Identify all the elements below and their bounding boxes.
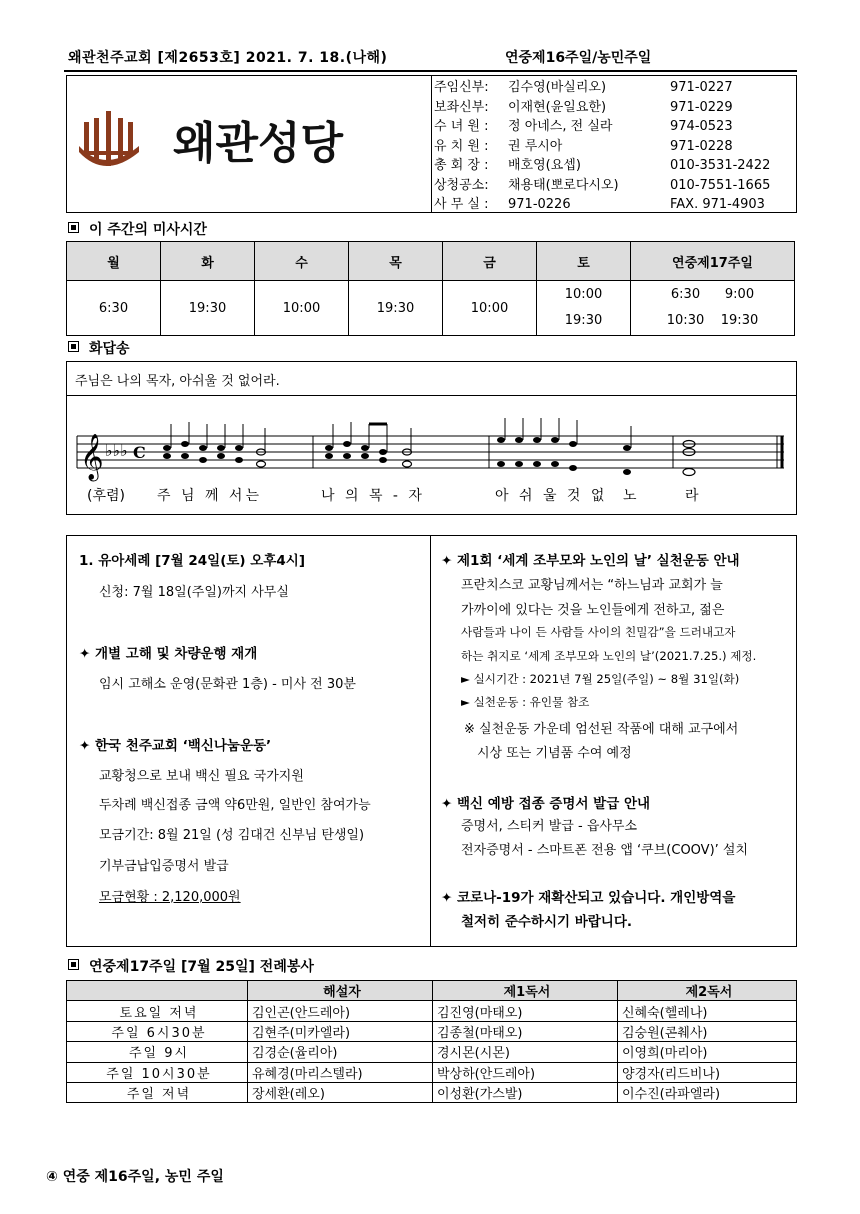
contact-label: 주임신부:: [434, 80, 489, 95]
contact-row: [434, 98, 794, 118]
notice-heading: ✦ 한국 천주교회 ‘백신나눔운동’: [79, 738, 272, 754]
commentator: 김인곤(안드레아): [248, 1001, 433, 1021]
notice-text: 신청: 7월 18일(주일)까지 사무실: [99, 585, 289, 600]
fundraising-status: 모금현황 : 2,120,000원: [99, 890, 241, 905]
psalm-lyric: 아 쉬 울 것 없: [495, 488, 608, 504]
notice-text: 가까이에 있다는 것을 노인들에게 전하고, 젊은: [461, 603, 725, 618]
day-header: 금: [443, 242, 537, 281]
notice-heading: 1. 유아세례 [7월 24일(토) 오후4시]: [79, 553, 305, 569]
notice-text: 두차례 백신접종 금액 약6만원, 일반인 참여가능: [99, 798, 371, 813]
commentator: 유혜경(마리스텔라): [248, 1062, 433, 1082]
contact-name: 채용태(뽀로다시오): [508, 177, 619, 193]
contact-row: [434, 195, 794, 215]
mass-time: 19:30: [564, 313, 603, 328]
psalm-section-title: 화답송: [68, 338, 130, 358]
responsorial-psalm-box: [66, 361, 797, 515]
svg-text:C: C: [133, 443, 146, 462]
first-reader: 이성환(가스발): [433, 1082, 618, 1102]
music-score-icon: [67, 396, 796, 514]
contact-label: 총 회 장 :: [434, 158, 489, 173]
contact-name: 권 루시아: [508, 138, 563, 154]
notice-text: 하는 취지로 ‘세계 조부모와 노인의 날’(2021.7.25.) 제정.: [461, 649, 757, 663]
notice-text: 기부금납입증명서 발급: [99, 859, 229, 874]
first-reader: 김종철(마태오): [433, 1021, 618, 1041]
day-header: 목: [349, 242, 443, 281]
second-reader: 이영희(마리아): [618, 1042, 797, 1062]
mass-header-row: [67, 242, 795, 281]
section-bullet-icon: [68, 222, 79, 233]
church-logo: [67, 76, 432, 212]
section-bullet-icon: [68, 959, 79, 970]
notice-text: 사람들과 나이 든 사람들 사이의 친밀감”을 드러내고자: [461, 625, 736, 639]
roster-header: 제1독서: [433, 981, 618, 1001]
first-reader: 박상하(안드레아): [433, 1062, 618, 1082]
contact-label: 상청공소:: [434, 177, 489, 193]
contact-row: [434, 156, 794, 176]
svg-text:𝄞: 𝄞: [80, 434, 104, 480]
service-time: 토요일 저녁: [67, 1001, 248, 1021]
header-rule: [64, 70, 797, 72]
contact-label: 사 무 실 :: [434, 197, 489, 212]
psalm-lyric: (후렴): [87, 488, 125, 504]
bulletin-issue-info: 왜관천주교회 [제2653호] 2021. 7. 18.(나해): [68, 50, 388, 66]
contact-row: [434, 176, 794, 196]
mass-time: 6:30: [67, 281, 161, 336]
contact-name: 배호영(요셉): [508, 158, 581, 173]
contact-name: 971-0226: [508, 197, 571, 212]
service-time: 주일 10시30분: [67, 1062, 248, 1082]
psalm-lyric: 나 의 목 - 자: [321, 488, 425, 504]
contact-phone: 010-7551-1665: [670, 177, 771, 193]
contact-label: 수 녀 원 :: [434, 119, 489, 134]
roster-header: 해설자: [248, 981, 433, 1001]
psalm-refrain-text: 주님은 나의 목자, 아쉬울 것 없어라.: [75, 374, 280, 389]
notices-box: [66, 535, 797, 947]
mass-time: 6:30: [670, 287, 701, 302]
contact-phone: 971-0229: [670, 99, 733, 115]
notice-text: 프란치스코 교황님께서는 “하느님과 교회가 늘: [461, 578, 723, 593]
mass-time-row: [67, 281, 795, 336]
notice-text: ► 실천운동 : 유인물 참조: [461, 695, 590, 709]
contact-name: 김수영(바실리오): [508, 80, 607, 95]
contact-label: 유 치 원 :: [434, 138, 489, 154]
notice-heading: ✦ 제1회 ‘세계 조부모와 노인의 날’ 실천운동 안내: [441, 553, 740, 569]
roster-header: 제2독서: [618, 981, 797, 1001]
saturday-times: [537, 281, 631, 336]
liturgy-roster-table: [66, 980, 797, 1103]
liturgical-day: 연중제16주일/농민주일: [505, 50, 652, 66]
church-info-box: [66, 75, 797, 213]
notice-text: 전자증명서 - 스마트폰 전용 앱 ‘쿠브(COOV)’ 설치: [461, 843, 749, 858]
mass-time: 9:00: [724, 287, 755, 302]
psalm-lyric: 주 님 께 서는: [157, 488, 262, 504]
day-header: 토: [537, 242, 631, 281]
contact-row: [434, 78, 794, 98]
contact-phone: 974-0523: [670, 119, 733, 134]
mass-time: 10:30: [666, 313, 705, 328]
table-row: [67, 1001, 797, 1021]
mass-time: 19:30: [720, 313, 759, 328]
page-footer: ④ 연중 제16주일, 농민 주일: [46, 1169, 224, 1185]
commentator: 장세환(레오): [248, 1082, 433, 1102]
contact-phone: FAX. 971-4903: [670, 197, 765, 212]
notice-text: 임시 고해소 운영(문화관 1층) - 미사 전 30분: [99, 677, 356, 692]
mass-section-title: 이 주간의 미사시간: [68, 219, 207, 239]
contact-list: [434, 78, 794, 215]
roster-header: [67, 981, 248, 1001]
notice-text: 시상 또는 기념품 수여 예정: [477, 746, 632, 761]
commentator: 김현주(미카엘라): [248, 1021, 433, 1041]
first-reader: 김진영(마태오): [433, 1001, 618, 1021]
notice-heading: 철저히 준수하시기 바랍니다.: [461, 914, 633, 930]
contact-name: 정 아네스, 전 실라: [508, 119, 613, 134]
notice-text: 교황청으로 보내 백신 필요 국가지원: [99, 769, 304, 784]
day-header: 월: [67, 242, 161, 281]
psalm-lyric: 노: [623, 488, 637, 504]
contact-phone: 971-0228: [670, 138, 733, 154]
contact-phone: 010-3531-2422: [670, 158, 771, 173]
mass-time: 10:00: [255, 281, 349, 336]
mass-time: 19:30: [349, 281, 443, 336]
notice-text: ※ 실천운동 가운데 엄선된 작품에 대해 교구에서: [464, 722, 739, 737]
contact-name: 이재현(윤일요한): [508, 99, 607, 115]
service-time: 주일 6시30분: [67, 1021, 248, 1041]
table-row: [67, 1082, 797, 1102]
roster-section-title: 연중제17주일 [7월 25일] 전례봉사: [68, 956, 314, 976]
notice-text: 모금기간: 8월 21일 (성 김대건 신부님 탄생일): [99, 828, 365, 843]
second-reader: 이수진(라파엘라): [618, 1082, 797, 1102]
mass-time: 10:00: [443, 281, 537, 336]
contact-phone: 971-0227: [670, 80, 733, 95]
table-row: [67, 1062, 797, 1082]
church-name-logotype: 왜관성당: [173, 118, 344, 169]
second-reader: 양경자(리드비나): [618, 1062, 797, 1082]
second-reader: 신혜숙(헬레나): [618, 1001, 797, 1021]
day-header: 화: [161, 242, 255, 281]
notice-heading: ✦ 코로나-19가 재확산되고 있습니다. 개인방역을: [441, 890, 736, 906]
roster-header-row: [67, 981, 797, 1001]
church-emblem-icon: [67, 76, 431, 212]
service-time: 주일 저녁: [67, 1082, 248, 1102]
day-header: 수: [255, 242, 349, 281]
table-row: [67, 1021, 797, 1041]
sunday-times: [631, 281, 795, 336]
svg-text:♭♭♭: ♭♭♭: [105, 441, 128, 460]
section-bullet-icon: [68, 341, 79, 352]
contact-label: 보좌신부:: [434, 99, 489, 115]
mass-time: 10:00: [564, 287, 603, 302]
notice-heading: ✦ 개별 고해 및 차량운행 재개: [79, 646, 258, 662]
first-reader: 경시몬(시몬): [433, 1042, 618, 1062]
table-row: [67, 1042, 797, 1062]
notice-text: 증명서, 스티커 발급 - 읍사무소: [461, 819, 638, 834]
notices-column-divider: [430, 536, 431, 946]
service-time: 주일 9시: [67, 1042, 248, 1062]
notice-text: ► 실시기간 : 2021년 7월 25일(주일) ~ 8월 31일(화): [461, 672, 740, 686]
contact-row: [434, 117, 794, 137]
mass-time: 19:30: [161, 281, 255, 336]
sunday-header: 연중제17주일: [631, 242, 795, 281]
mass-schedule-table: [66, 241, 795, 336]
second-reader: 김숭원(콘췌사): [618, 1021, 797, 1041]
notice-heading: ✦ 백신 예방 접종 증명서 발급 안내: [441, 796, 651, 812]
contact-row: [434, 137, 794, 157]
commentator: 김경순(율리아): [248, 1042, 433, 1062]
psalm-lyric: 라: [685, 488, 699, 504]
